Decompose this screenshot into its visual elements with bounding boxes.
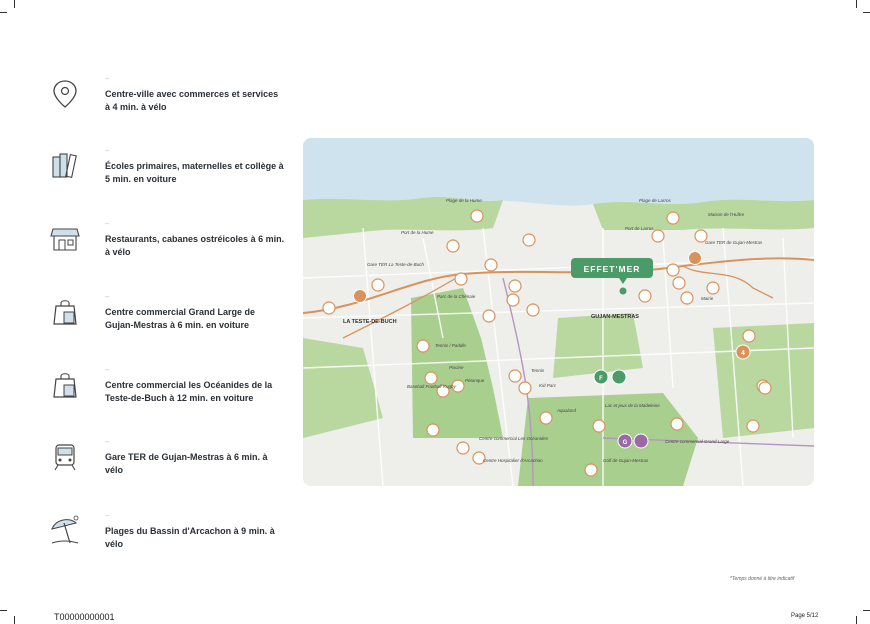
- place-label: Plage de la Hume: [446, 198, 482, 203]
- page-number: Page 5/12: [791, 613, 819, 619]
- place-label: Kid Parc: [539, 383, 557, 388]
- item-dash: –: [105, 437, 110, 446]
- crop-mark: [863, 610, 870, 611]
- place-label: Gare TER La Teste-de-Buch: [367, 262, 424, 267]
- books-icon: [46, 148, 84, 184]
- amenity-text: Plages du Bassin d'Arcachon à 9 min. à vélo: [105, 526, 275, 549]
- place-label: Centre commercial Les Océanides: [479, 436, 549, 441]
- amenity-item: [46, 367, 286, 415]
- place-label: Port de la Hume: [401, 230, 434, 235]
- place-label: Parc de la Chênaie: [437, 294, 476, 299]
- amenity-text: Restaurants, cabanes ostréicoles à 6 min. à vélo: [105, 234, 285, 257]
- item-dash: –: [105, 219, 110, 228]
- place-label: Lac et jeux de la Madeleine: [605, 403, 660, 408]
- place-label: Gare TER de Gujan-Mestras: [705, 240, 763, 245]
- place-label: Mairie: [701, 296, 714, 301]
- item-dash: –: [105, 146, 110, 155]
- town-label: GUJAN-MESTRAS: [591, 314, 639, 320]
- place-label: Pétanque: [465, 378, 485, 383]
- storefront-icon: [46, 221, 84, 257]
- amenity-text: Centre commercial les Océanides de la Teste-de-Buch à 12 min. en voiture: [105, 380, 273, 403]
- town-label: LA TESTE-DE-BUCH: [343, 319, 397, 325]
- amenity-item: [46, 76, 286, 124]
- place-label: Tennis: [531, 368, 545, 373]
- item-dash: –: [105, 292, 110, 301]
- crop-mark: [0, 610, 7, 611]
- crop-mark: [0, 12, 7, 13]
- shopping-bag-icon: [46, 294, 84, 330]
- location-map: [303, 138, 814, 486]
- place-label: Tennis / Paddle: [435, 343, 466, 348]
- amenity-text: Écoles primaires, maternelles et collège à 5 min. en voiture: [105, 161, 284, 184]
- amenity-item: [46, 513, 286, 561]
- crop-mark: [863, 12, 870, 13]
- footnote: *Temps donné à titre indicatif: [730, 576, 795, 582]
- place-label: Maison de l'Huître: [708, 212, 745, 217]
- amenity-item: [46, 148, 286, 196]
- item-dash: –: [105, 74, 110, 83]
- crop-mark: [856, 0, 857, 8]
- amenity-text: Centre-ville avec commerces et services à 4 min. à vélo: [105, 89, 279, 112]
- amenity-item: [46, 439, 286, 487]
- item-dash: –: [105, 365, 110, 374]
- place-label: Golf de Gujan-Mestras: [603, 458, 649, 463]
- amenity-item: [46, 294, 286, 342]
- place-label: Piscine: [449, 365, 464, 370]
- svg-text:4: 4: [741, 350, 745, 357]
- crop-mark: [14, 616, 15, 624]
- place-label: Aqualand: [557, 408, 577, 413]
- place-label: Port de Larros: [625, 226, 654, 231]
- amenity-text: Centre commercial Grand Large de Gujan-Mestras à 6 min. en voiture: [105, 307, 256, 330]
- beach-umbrella-icon: [46, 513, 84, 549]
- svg-text:F: F: [599, 376, 603, 382]
- amenity-text: Gare TER de Gujan-Mestras à 6 min. à vélo: [105, 452, 268, 475]
- train-icon: [46, 439, 84, 475]
- place-label: Centre Hospitalier d'Arcachon: [483, 458, 543, 463]
- shopping-bag-icon: [46, 367, 84, 403]
- place-label: Baseball Football Rugby: [407, 384, 456, 389]
- amenity-item: [46, 221, 286, 269]
- document-reference: T00000000001: [54, 612, 115, 622]
- crop-mark: [14, 0, 15, 8]
- item-dash: –: [105, 511, 110, 520]
- location-pin-icon: [46, 76, 84, 112]
- place-label: Plage de Larros: [639, 198, 671, 203]
- residence-label: EFFET'MER: [583, 264, 641, 274]
- crop-mark: [856, 616, 857, 624]
- place-label: Centre commercial Grand Large: [665, 439, 730, 444]
- svg-text:G: G: [622, 440, 628, 446]
